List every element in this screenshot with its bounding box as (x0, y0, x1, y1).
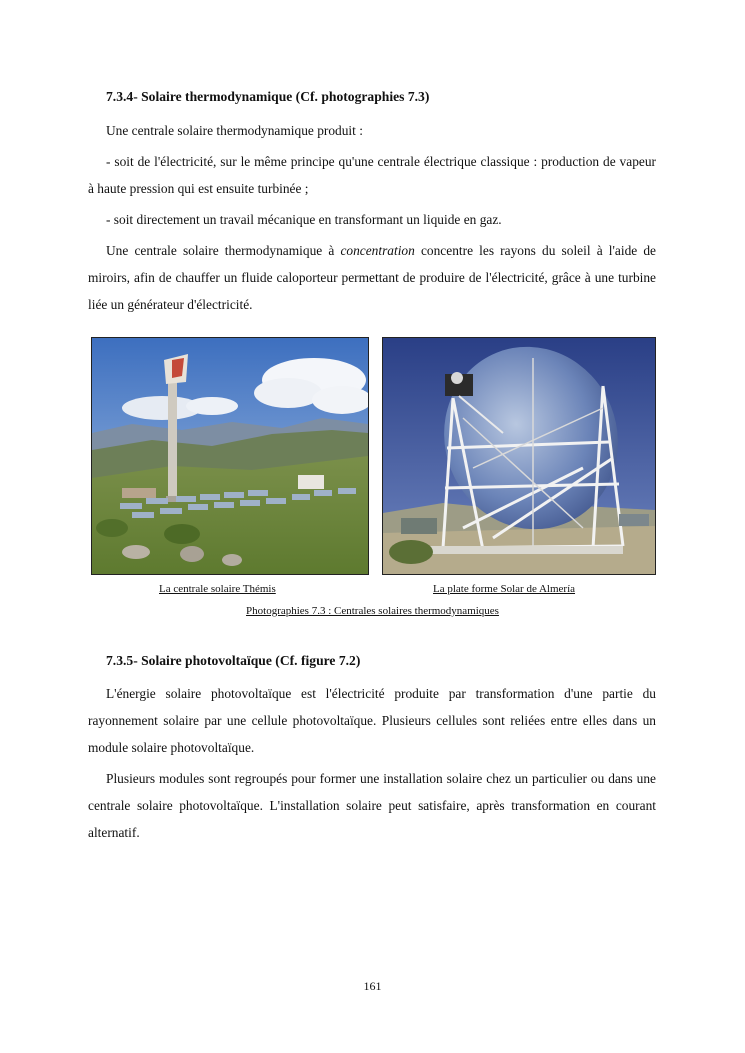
emphasis-text: concentration (340, 243, 415, 258)
page-number: 161 (363, 979, 382, 993)
paragraph-text: Une centrale solaire thermodynamique à (106, 243, 341, 258)
photo-almeria-image (383, 338, 655, 574)
photo-almeria (382, 337, 656, 575)
paragraph-text: concentre les rayons du soleil à l'aide de miroirs, afin de chauffer un fluide caloporteur permettant de produire de l'électricité, grâce à une turbine liée un générateur d'électricité. (88, 243, 656, 312)
section-body-photovoltaique (88, 680, 656, 850)
section-heading-thermodynamique: 7.3.4- Solaire thermodynamique (Cf. photographies 7.3) (106, 89, 430, 104)
photo-caption-left: La centrale solaire Thémis (159, 583, 276, 595)
paragraph: - soit directement un travail mécanique en transformant un liquide en gaz. (106, 212, 502, 227)
paragraph: Une centrale solaire thermodynamique produit : (106, 123, 363, 138)
photo-group-caption (0, 605, 745, 617)
section-body-thermodynamique (88, 117, 656, 322)
photo-caption-right: La plate forme Solar de Almería (433, 583, 576, 595)
paragraph: L'énergie solaire photovoltaïque est l'électricité produite par transformation d'une partie du rayonnement solaire par une cellule photovoltaïque. Plusieurs cellules sont reliées entre elles dans un module solaire photovoltaïque. (88, 686, 656, 755)
paragraph: - soit de l'électricité, sur le même principe qu'une centrale électrique classique : production de vapeur à haute pression qui est ensuite turbinée ; (88, 154, 656, 196)
photo-themis (91, 337, 369, 575)
section-heading-photovoltaique: 7.3.5- Solaire photovoltaïque (Cf. figure 7.2) (106, 653, 361, 668)
photo-group-caption-text: Photographies 7.3 : Centrales solaires thermodynamiques (246, 605, 499, 617)
paragraph: Plusieurs modules sont regroupés pour former une installation solaire chez un particulier ou dans une centrale solaire photovoltaïque. L'installation solaire peut satisfaire, après transformation en courant alternatif. (88, 771, 656, 840)
paragraph (88, 237, 656, 318)
photo-themis-image (92, 338, 368, 574)
